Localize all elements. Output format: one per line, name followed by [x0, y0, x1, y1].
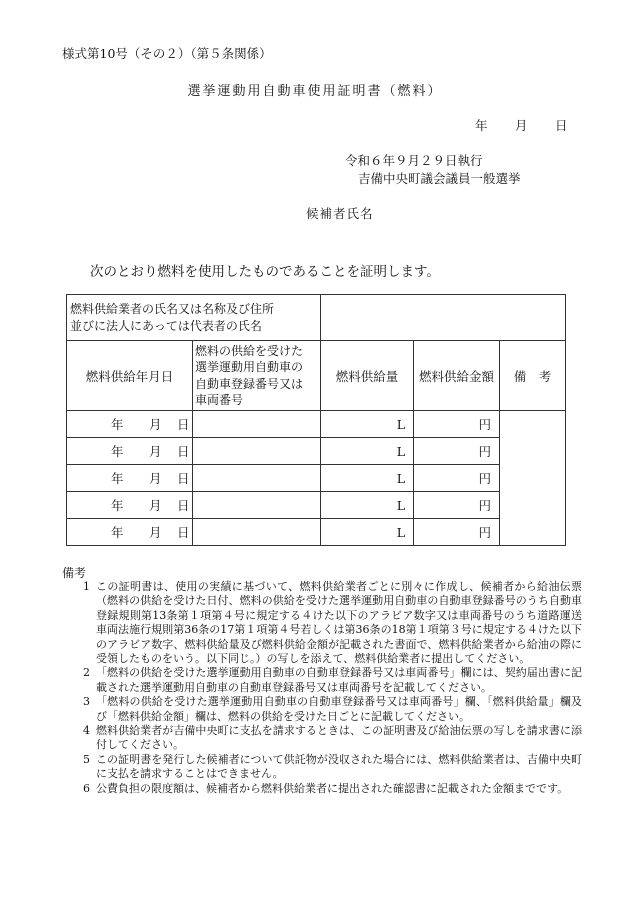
row-amount-field[interactable]: 円 — [414, 438, 500, 465]
row-year: 年 — [111, 525, 124, 540]
note-text: 公費負担の限度額は、候補者から燃料供給業者に提出された確認書に記載された金額までです。 — [96, 781, 569, 795]
note-number: 6 — [83, 781, 90, 795]
header-reg-line1: 燃料の供給を受けた — [195, 343, 304, 358]
row-registration-field[interactable] — [193, 519, 321, 546]
row-month: 月 — [149, 525, 162, 540]
row-amount-field[interactable]: 円 — [414, 492, 500, 519]
note-item — [62, 580, 582, 666]
header-fuel-amount: 燃料供給金額 — [414, 341, 500, 411]
row-date-cell[interactable] — [67, 465, 193, 492]
certification-statement: 次のとおり燃料を使用したものであることを証明します。 — [90, 264, 440, 280]
supplier-label — [67, 295, 321, 341]
header-reg-line3: 自動車登録番号又は — [195, 376, 304, 391]
note-text: この証明書を発行した候補者について供託物が没収された場合には、燃料供給業者は、吉備中央町に支払を請求することはできません。 — [96, 752, 582, 781]
header-remarks: 備 考 — [500, 341, 566, 411]
row-year: 年 — [111, 417, 124, 432]
header-supply-date: 燃料供給年月日 — [67, 341, 193, 411]
fuel-certificate-table — [66, 294, 566, 546]
header-row — [67, 341, 566, 411]
document-title: 選挙運動用自動車使用証明書（燃料） — [187, 84, 443, 99]
table-row — [67, 438, 566, 465]
row-year: 年 — [111, 498, 124, 513]
table-row — [67, 519, 566, 546]
note-number: 3 — [83, 695, 90, 709]
note-item — [62, 753, 582, 782]
issue-date-day: 日 — [555, 118, 568, 133]
row-registration-field[interactable] — [193, 438, 321, 465]
row-date-cell[interactable] — [67, 438, 193, 465]
note-text: 燃料供給業者が吉備中央町に支払を請求するときは、この証明書及び給油伝票の写しを請求書に添付してください。 — [96, 724, 582, 752]
row-quantity-field[interactable]: L — [321, 465, 414, 492]
note-number: 1 — [83, 580, 90, 593]
row-date-cell[interactable] — [67, 519, 193, 546]
row-day: 日 — [177, 444, 190, 459]
note-item — [62, 782, 582, 796]
row-quantity-field[interactable]: L — [321, 492, 414, 519]
note-item — [62, 724, 582, 753]
note-item — [62, 666, 582, 695]
note-number: 4 — [83, 724, 90, 738]
row-date-cell[interactable] — [67, 411, 193, 438]
header-registration-number — [193, 341, 321, 411]
note-number: 2 — [83, 666, 90, 680]
supplier-label-line1: 燃料供給業者の氏名又は名称及び住所 — [70, 301, 275, 316]
note-text: 「燃料の供給を受けた選挙運動用自動車の自動車登録番号又は車両番号」欄には、契約届出書に記載された選挙運動用自動車の自動車登録番号又は車両番号を記載してください。 — [96, 666, 582, 694]
header-reg-line4: 車両番号 — [195, 393, 244, 407]
remarks-field[interactable] — [500, 411, 566, 546]
row-quantity-field[interactable]: L — [321, 411, 414, 438]
note-number: 5 — [83, 752, 90, 766]
row-year: 年 — [111, 471, 124, 486]
supplier-label-line2: 並びに法人にあっては代表者の氏名 — [70, 318, 262, 333]
row-month: 月 — [149, 444, 162, 459]
row-amount-field[interactable]: 円 — [414, 411, 500, 438]
form-number: 様式第10号（その２）（第５条関係） — [62, 46, 272, 61]
supplier-value-field[interactable] — [321, 295, 566, 341]
note-text: この証明書は、使用の実績に基づいて、燃料供給業者ごとに別々に作成し、候補者から給油伝票（燃料の供給を受けた日付、燃料の供給を受けた選挙運動用自動車の自動車登録番号のうち自動車登録規則第13条第１項第４号に規定する４けた以下のアラビア数字又は車両番号のうち道路運送車両法施行規則第36条の17第１項第４号若しくは第36条の18第１項第３号に規定する４けた以下のアラビア数字、燃料供給量及び燃料供給金額が記載された書面で、燃料供給業者から給油の際に受領したものをいう。以下同じ。）の写しを添えて、燃料供給業者に提出してください。 — [96, 580, 582, 666]
row-registration-field[interactable] — [193, 465, 321, 492]
row-day: 日 — [177, 417, 190, 432]
table-row — [67, 492, 566, 519]
issue-date-year: 年 — [475, 118, 488, 133]
row-year: 年 — [111, 444, 124, 459]
issue-date-month: 月 — [515, 118, 528, 133]
row-quantity-field[interactable]: L — [321, 438, 414, 465]
election-date: 令和６年９月２９日執行 — [345, 153, 483, 168]
row-month: 月 — [149, 417, 162, 432]
row-registration-field[interactable] — [193, 411, 321, 438]
row-registration-field[interactable] — [193, 492, 321, 519]
row-amount-field[interactable]: 円 — [414, 519, 500, 546]
header-fuel-quantity: 燃料供給量 — [321, 341, 414, 411]
row-quantity-field[interactable]: L — [321, 519, 414, 546]
notes-list — [62, 580, 582, 796]
supplier-row — [67, 295, 566, 341]
row-day: 日 — [177, 525, 190, 540]
notes-heading: 備考 — [62, 566, 87, 580]
candidate-name-label: 候補者氏名 — [306, 206, 374, 221]
note-item — [62, 695, 582, 724]
row-month: 月 — [149, 471, 162, 486]
row-day: 日 — [177, 471, 190, 486]
row-date-cell[interactable] — [67, 492, 193, 519]
election-name: 吉備中央町議会議員一般選挙 — [358, 171, 521, 186]
row-amount-field[interactable]: 円 — [414, 465, 500, 492]
header-reg-line2: 選挙運動用自動車の — [195, 360, 304, 374]
table-row — [67, 465, 566, 492]
row-day: 日 — [177, 498, 190, 513]
table-row — [67, 411, 566, 438]
row-month: 月 — [149, 498, 162, 513]
note-text: 「燃料の供給を受けた選挙運動用自動車の自動車登録番号又は車両番号」欄、「燃料供給量」欄及び「燃料供給金額」欄は、燃料の供給を受けた日ごとに記載してください。 — [96, 695, 582, 723]
